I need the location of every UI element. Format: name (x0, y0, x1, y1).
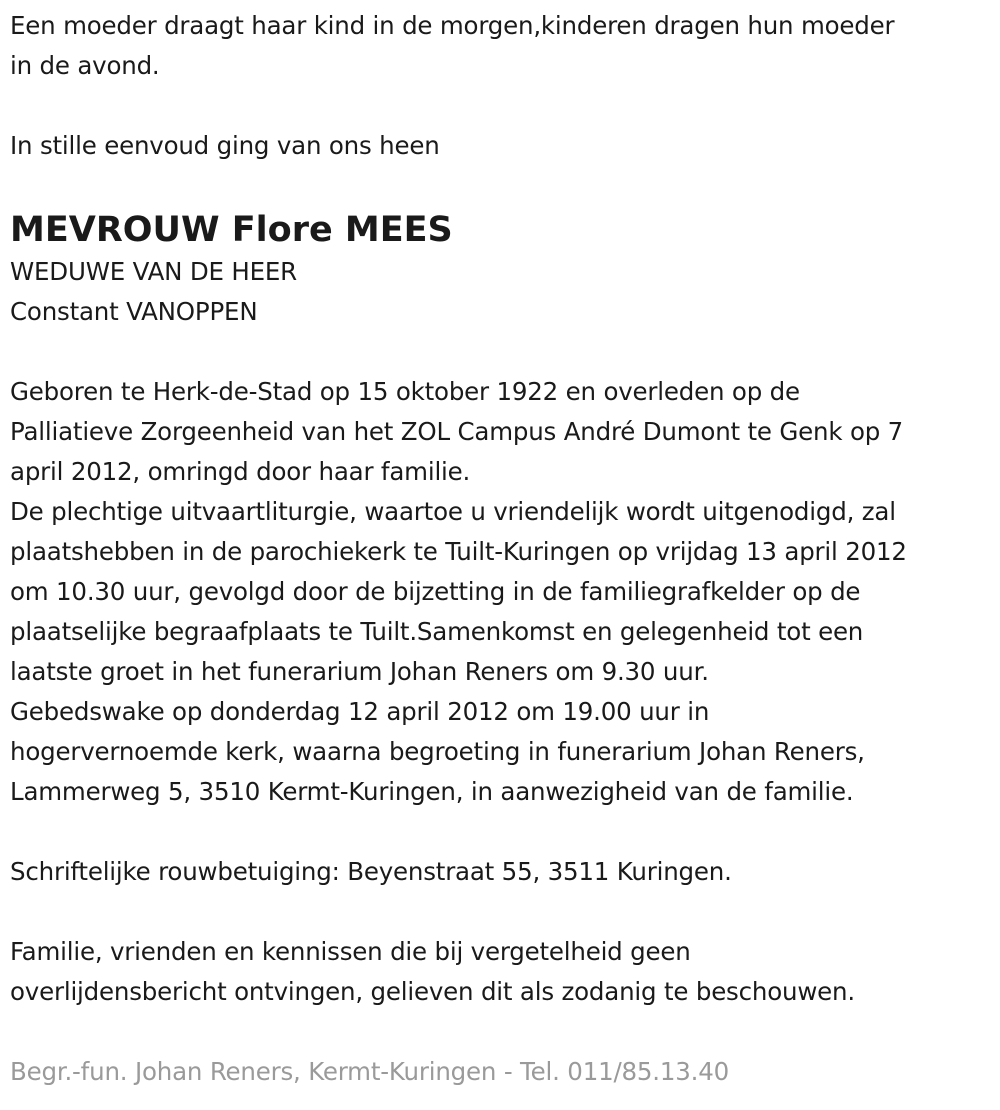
spacer (10, 1012, 995, 1052)
deceased-name: MEVROUW Flore MEES (10, 210, 453, 250)
body-line: De plechtige uitvaartliturgie, waartoe u vriendelijk wordt uitgenodigd, zal (10, 497, 896, 526)
closing-text (10, 932, 995, 1012)
spacer (10, 86, 995, 126)
body-line: plaatshebben in de parochiekerk te Tuilt-Kuringen op vrijdag 13 april 2012 (10, 537, 907, 566)
funeral-home-footer: Begr.-fun. Johan Reners, Kermt-Kuringen - Tel. 011/85.13.40 (10, 1057, 730, 1086)
body-line: plaatselijke begraafplaats te Tuilt.Samenkomst en gelegenheid tot een (10, 617, 864, 646)
spacer (10, 812, 995, 852)
body-line: hogervernoemde kerk, waarna begroeting in funerarium Johan Reners, (10, 737, 865, 766)
obituary-notice (10, 6, 995, 1092)
body-line: april 2012, omringd door haar familie. (10, 457, 471, 486)
spacer (10, 892, 995, 932)
body-line: Gebedswake op donderdag 12 april 2012 om 19.00 uur in (10, 697, 710, 726)
spacer (10, 166, 995, 206)
body-text (10, 372, 995, 812)
body-line: om 10.30 uur, gevolgd door de bijzetting in de familiegrafkelder op de (10, 577, 861, 606)
intro-text: In stille eenvoud ging van ons heen (10, 131, 440, 160)
condolence-address: Schriftelijke rouwbetuiging: Beyenstraat 55, 3511 Kuringen. (10, 857, 732, 886)
epigraph-line: in de avond. (10, 51, 160, 80)
relation-line: WEDUWE VAN DE HEER (10, 257, 298, 286)
epigraph (10, 6, 995, 86)
body-line: Geboren te Herk-de-Stad op 15 oktober 1922 en overleden op de (10, 377, 800, 406)
relation (10, 252, 995, 332)
body-line: laatste groet in het funerarium Johan Reners om 9.30 uur. (10, 657, 709, 686)
spacer (10, 332, 995, 372)
body-line: Palliatieve Zorgeenheid van het ZOL Campus André Dumont te Genk op 7 (10, 417, 904, 446)
epigraph-line: Een moeder draagt haar kind in de morgen,kinderen dragen hun moeder (10, 11, 895, 40)
body-line: Lammerweg 5, 3510 Kermt-Kuringen, in aanwezigheid van de familie. (10, 777, 854, 806)
closing-line: Familie, vrienden en kennissen die bij vergetelheid geen (10, 937, 691, 966)
closing-line: overlijdensbericht ontvingen, gelieven dit als zodanig te beschouwen. (10, 977, 855, 1006)
relation-line: Constant VANOPPEN (10, 297, 258, 326)
